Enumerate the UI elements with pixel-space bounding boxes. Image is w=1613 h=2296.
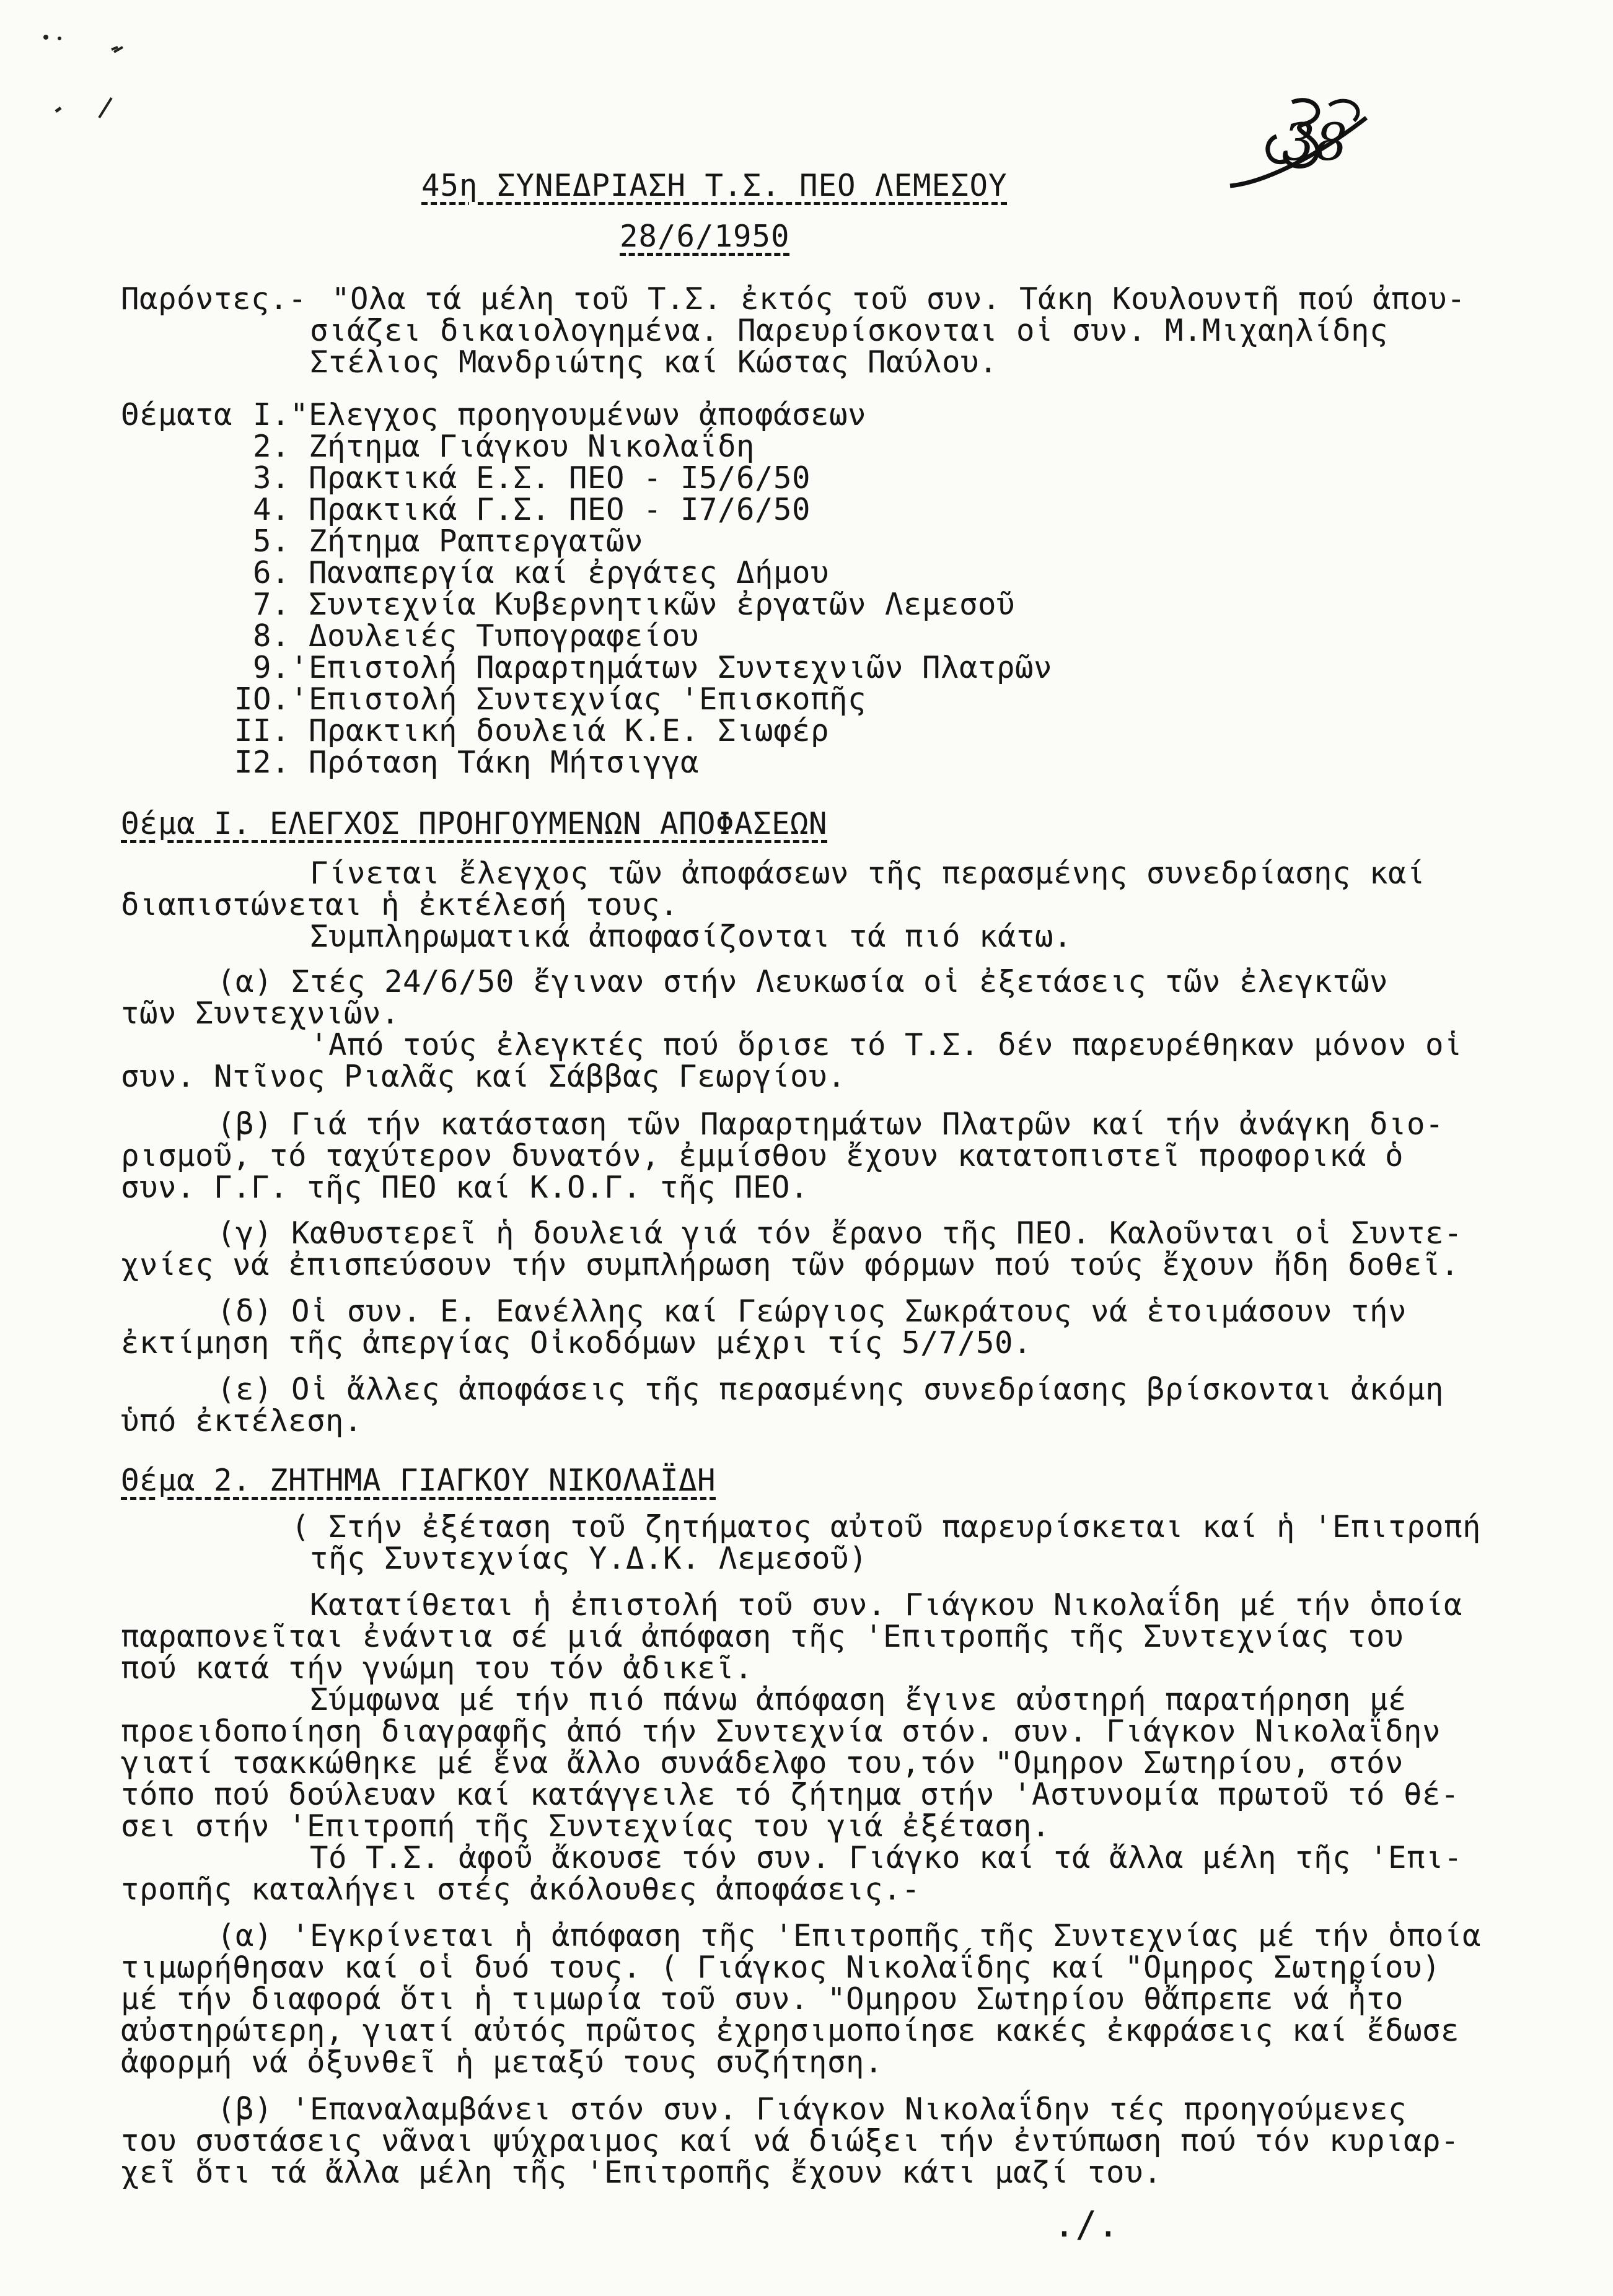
- section2-text: μέ τήν διαφορά ὅτι ἡ τιμωρία τοῦ συν. "Ομηρου Σωτηρίου θἄπρεπε νά ἦτο: [121, 1981, 1404, 2017]
- present-line: σιάζει δικαιολογημένα. Παρευρίσκονται οἱ συν. Μ.Μιχαηλίδης: [310, 313, 1389, 348]
- paper-specks: [37, 25, 149, 124]
- section1-text: Συμπληρωματικά ἀποφασίζονται τά πιό κάτω.: [310, 919, 1073, 954]
- section1-text: (β) Γιά τήν κατάσταση τῶν Παραρτημάτων Πλατρῶν καί τήν ἀνάγκη διο-: [217, 1106, 1444, 1142]
- section-heading: Θέμα 2. ΖΗΤΗΜΑ ΓΙΑΓΚΟΥ ΝΙΚΟΛΑΪΔΗ: [121, 1463, 716, 1498]
- section1-text: Γίνεται ἔλεγχος τῶν ἀποφάσεων τῆς περασμένης συνεδρίασης καί: [310, 856, 1426, 891]
- agenda-label: Θέματα: [121, 397, 233, 432]
- section2-text: τιμωρήθησαν καί οἱ δυό τους. ( Γιάγκος Νικολαΐδης καί "Ομηρος Σωτηρίου): [121, 1950, 1441, 1985]
- section1-text: (α) Στές 24/6/50 ἔγιναν στήν Λευκωσία οἱ ἐξετάσεις τῶν ἐλεγκτῶν: [217, 964, 1389, 999]
- section2-text: τροπῆς καταλήγει στές ἀκόλουθες ἀποφάσεις.-: [121, 1872, 921, 1907]
- section2-text: παραπονεῖται ἐνάντια σέ μιά ἀπόφαση τῆς 'Επιτροπῆς τῆς Συντεχνίας του: [121, 1619, 1404, 1654]
- section2-text: ( Στήν ἐξέταση τοῦ ζητήματος αὐτοῦ παρευρίσκεται καί ἡ 'Επιτροπή: [291, 1509, 1482, 1545]
- folio-number-text: 38: [1283, 113, 1348, 172]
- section2-text: προειδοποίηση διαγραφῆς ἀπό τήν Συντεχνία στόν. συν. Γιάγκον Νικολαΐδην: [121, 1714, 1441, 1749]
- agenda-item: I."Ελεγχος προηγουμένων ἀποφάσεων: [253, 397, 867, 432]
- agenda-item: IO.'Επιστολή Συντεχνίας 'Επισκοπῆς: [234, 681, 867, 717]
- present-label: Παρόντες.-: [121, 281, 307, 317]
- meeting-date: 28/6/1950: [620, 219, 790, 254]
- section1-text: τῶν Συντεχνιῶν.: [121, 996, 400, 1031]
- section2-text: σει στήν 'Επιτροπή τῆς Συντεχνίας του γιά ἐξέταση.: [121, 1808, 1051, 1844]
- section2-text: Σύμφωνα μέ τήν πιό πάνω ἀπόφαση ἔγινε αὐστηρή παρατήρηση μέ: [310, 1682, 1407, 1717]
- section2-text: τῆς Συντεχνίας Υ.Δ.Κ. Λεμεσοῦ): [310, 1541, 868, 1576]
- section2-text: χεῖ ὅτι τά ἄλλα μέλη τῆς 'Επιτροπῆς ἔχουν κάτι μαζί του.: [121, 2155, 1163, 2190]
- present-line: Στέλιος Μανδριώτης καί Κώστας Παύλου.: [310, 344, 998, 380]
- agenda-item: 2. Ζήτημα Γιάγκου Νικολαΐδη: [253, 429, 755, 464]
- agenda-item: 9.'Επιστολή Παραρτημάτων Συντεχνιῶν Πλατρῶν: [253, 650, 1053, 685]
- agenda-item: 3. Πρακτικά Ε.Σ. ΠΕΟ - I5/6/50: [253, 460, 811, 496]
- agenda-item: 5. Ζήτημα Ραπτεργατῶν: [253, 524, 644, 559]
- document-title: 45η ΣΥΝΕΔΡΙΑΣΗ Τ.Σ. ΠΕΟ ΛΕΜΕΣΟΥ: [421, 168, 1008, 203]
- agenda-item: 6. Παναπεργία καί ἐργάτες Δήμου: [253, 555, 830, 590]
- section2-text: Τό Τ.Σ. ἀφοῦ ἄκουσε τόν συν. Γιάγκο καί τά ἄλλα μέλη τῆς 'Επι-: [310, 1840, 1463, 1875]
- section2-text: γιατί τσακκώθηκε μέ ἕνα ἄλλο συνάδελφο του,τόν "Ομηρον Σωτηρίου, στόν: [121, 1745, 1404, 1781]
- section1-text: συν. Γ.Γ. τῆς ΠΕΟ καί Κ.Ο.Γ. τῆς ΠΕΟ.: [121, 1170, 809, 1205]
- section2-text: τόπο πού δούλευαν καί κατάγγειλε τό ζήτημα στήν 'Αστυνομία πρωτοῦ τό θέ-: [121, 1777, 1460, 1812]
- section1-text: συν. Ντῖνος Ριαλᾶς καί Σάββας Γεωργίου.: [121, 1059, 846, 1094]
- section1-text: (ε) Οἱ ἄλλες ἀποφάσεις τῆς περασμένης συνεδρίασης βρίσκονται ἀκόμη: [217, 1372, 1444, 1407]
- section1-text: (δ) Οἱ συν. Ε. Εανέλλης καί Γεώργιος Σωκράτους νά ἑτοιμάσουν τήν: [217, 1294, 1407, 1329]
- agenda-item: II. Πρακτική δουλειά Κ.Ε. Σιωφέρ: [234, 713, 830, 748]
- section1-text: ὑπό ἐκτέλεση.: [121, 1403, 363, 1439]
- agenda-item: 7. Συντεχνία Κυβερνητικῶν ἐργατῶν Λεμεσοῦ: [253, 587, 1016, 622]
- section2-text: (β) 'Επαναλαμβάνει στόν συν. Γιάγκον Νικολαΐδην τές προηγούμενες: [217, 2092, 1407, 2127]
- handwritten-folio-number: [1224, 93, 1373, 192]
- section2-text: αὐστηρώτερη, γιατί αὐτός πρῶτος ἐχρησιμοποίησε κακές ἐκφράσεις καί ἔδωσε: [121, 2013, 1460, 2048]
- section2-text: (α) 'Εγκρίνεται ἡ ἀπόφαση τῆς 'Επιτροπῆς τῆς Συντεχνίας μέ τήν ὁποία: [217, 1918, 1482, 1953]
- section1-text: (γ) Καθυστερεῖ ἡ δουλειά γιά τόν ἔρανο τῆς ΠΕΟ. Καλοῦνται οἱ Συντε-: [217, 1216, 1463, 1251]
- section1-text: 'Από τούς ἐλεγκτές πού ὅρισε τό Τ.Σ. δέν παρευρέθηκαν μόνον οἱ: [310, 1027, 1463, 1063]
- section1-text: ρισμοῦ, τό ταχύτερον δυνατόν, ἐμμίσθου ἔχουν κατατοπιστεῖ προφορικά ὁ: [121, 1138, 1404, 1173]
- section1-text: διαπιστώνεται ἡ ἐκτέλεσή τους.: [121, 887, 679, 922]
- agenda-item: 8. Δουλειές Τυπογραφείου: [253, 618, 700, 654]
- section1-text: ἐκτίμηση τῆς ἀπεργίας Οἰκοδόμων μέχρι τίς 5/7/50.: [121, 1325, 1032, 1361]
- section-heading: Θέμα I. ΕΛΕΓΧΟΣ ΠΡΟΗΓΟΥΜΕΝΩΝ ΑΠΟΦΑΣΕΩΝ: [121, 806, 828, 841]
- section2-text: Κατατίθεται ἡ ἐπιστολή τοῦ συν. Γιάγκου Νικολαΐδη μέ τήν ὁποία: [310, 1587, 1463, 1623]
- agenda-item: 4. Πρακτικά Γ.Σ. ΠΕΟ - I7/6/50: [253, 492, 811, 527]
- section2-text: πού κατά τήν γνώμη του τόν ἀδικεῖ.: [121, 1650, 754, 1686]
- section2-text: του συστάσεις νᾶναι ψύχραιμος καί νά διώξει τήν ἐντύπωση πού τόν κυριαρ-: [121, 2123, 1460, 2158]
- agenda-item: I2. Πρόταση Τάκη Μήτσιγγα: [234, 745, 700, 780]
- section1-text: χνίες νά ἐπισπεύσουν τήν συμπλήρωση τῶν φόρμων πού τούς ἔχουν ἤδη δοθεῖ.: [121, 1247, 1460, 1282]
- section2-text: ἀφορμή νά ὀξυνθεῖ ἡ μεταξύ τους συζήτηση.: [121, 2044, 884, 2080]
- continuation-mark: ./.: [1053, 2203, 1120, 2245]
- present-line: "Ολα τά μέλη τοῦ Τ.Σ. ἐκτός τοῦ συν. Τάκη Κουλουντῆ πού ἀπου-: [332, 281, 1466, 317]
